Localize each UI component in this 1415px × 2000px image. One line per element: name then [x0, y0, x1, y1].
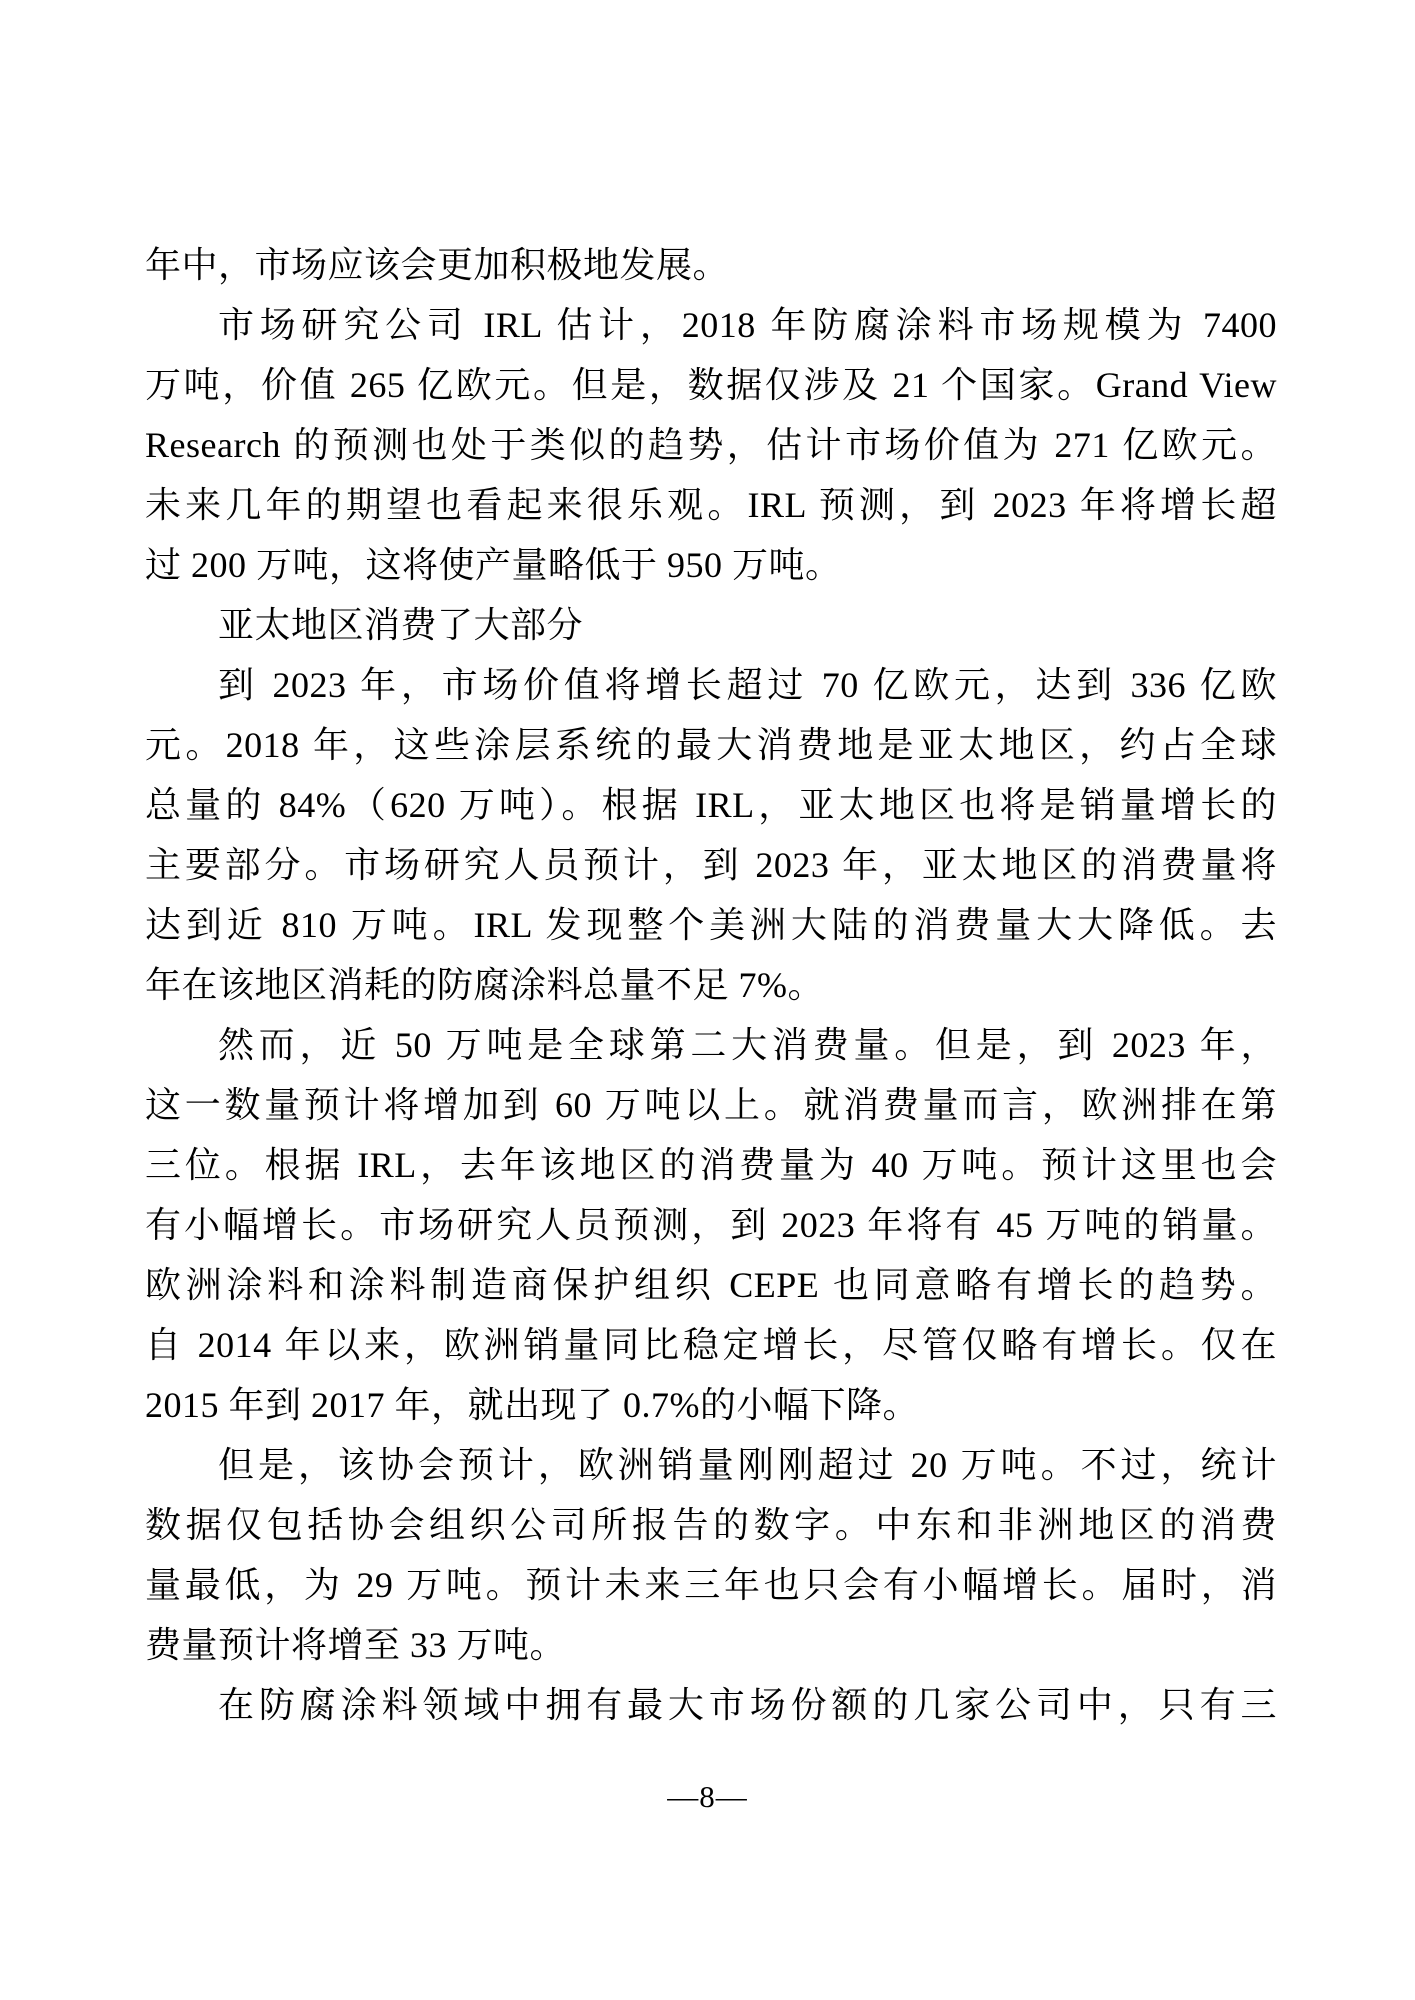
text-line: 到 2023 年，市场价值将增长超过 70 亿欧元，达到 336 亿欧: [218, 665, 1277, 705]
text-line: Research 的预测也处于类似的趋势，估计市场价值为 271 亿欧元。: [145, 425, 1277, 465]
text-line: 在防腐涂料领域中拥有最大市场份额的几家公司中，只有三: [218, 1685, 1277, 1725]
text-line: 自 2014 年以来，欧洲销量同比稳定增长，尽管仅略有增长。仅在: [145, 1325, 1277, 1365]
text-line: 有小幅增长。市场研究人员预测，到 2023 年将有 45 万吨的销量。: [145, 1205, 1277, 1245]
text-line: 亚太地区消费了大部分: [218, 605, 584, 645]
text-line: 过 200 万吨，这将使产量略低于 950 万吨。: [145, 545, 842, 585]
text-line: 达到近 810 万吨。IRL 发现整个美洲大陆的消费量大大降低。去: [145, 905, 1277, 945]
text-line: 数据仅包括协会组织公司所报告的数字。中东和非洲地区的消费: [145, 1505, 1277, 1545]
text-line: 总量的 84%（620 万吨）。根据 IRL，亚太地区也将是销量增长的: [145, 785, 1277, 825]
text-line: 未来几年的期望也看起来很乐观。IRL 预测，到 2023 年将增长超: [145, 485, 1277, 525]
text-line: 然而，近 50 万吨是全球第二大消费量。但是，到 2023 年，: [218, 1025, 1277, 1065]
text-line: 市场研究公司 IRL 估计，2018 年防腐涂料市场规模为 7400: [218, 305, 1277, 345]
text-line: 三位。根据 IRL，去年该地区的消费量为 40 万吨。预计这里也会: [145, 1145, 1277, 1185]
text-line: 2015 年到 2017 年，就出现了 0.7%的小幅下降。: [145, 1385, 919, 1425]
text-line: 但是，该协会预计，欧洲销量刚刚超过 20 万吨。不过，统计: [218, 1445, 1277, 1485]
body-text: [145, 235, 1277, 1735]
text-line: 这一数量预计将增加到 60 万吨以上。就消费量而言，欧洲排在第: [145, 1085, 1277, 1125]
text-line: 万吨，价值 265 亿欧元。但是，数据仅涉及 21 个国家。Grand View: [145, 365, 1277, 405]
text-line: 欧洲涂料和涂料制造商保护组织 CEPE 也同意略有增长的趋势。: [145, 1265, 1277, 1305]
text-line: 费量预计将增至 33 万吨。: [145, 1625, 567, 1665]
text-line: 年在该地区消耗的防腐涂料总量不足 7%。: [145, 965, 824, 1005]
text-line: 量最低，为 29 万吨。预计未来三年也只会有小幅增长。届时，消: [145, 1565, 1277, 1605]
text-line: 主要部分。市场研究人员预计，到 2023 年，亚太地区的消费量将: [145, 845, 1277, 885]
page-number: —8—: [667, 1779, 748, 1814]
text-line: 元。2018 年，这些涂层系统的最大消费地是亚太地区，约占全球: [145, 725, 1277, 765]
text-line: 年中，市场应该会更加积极地发展。: [145, 245, 730, 285]
